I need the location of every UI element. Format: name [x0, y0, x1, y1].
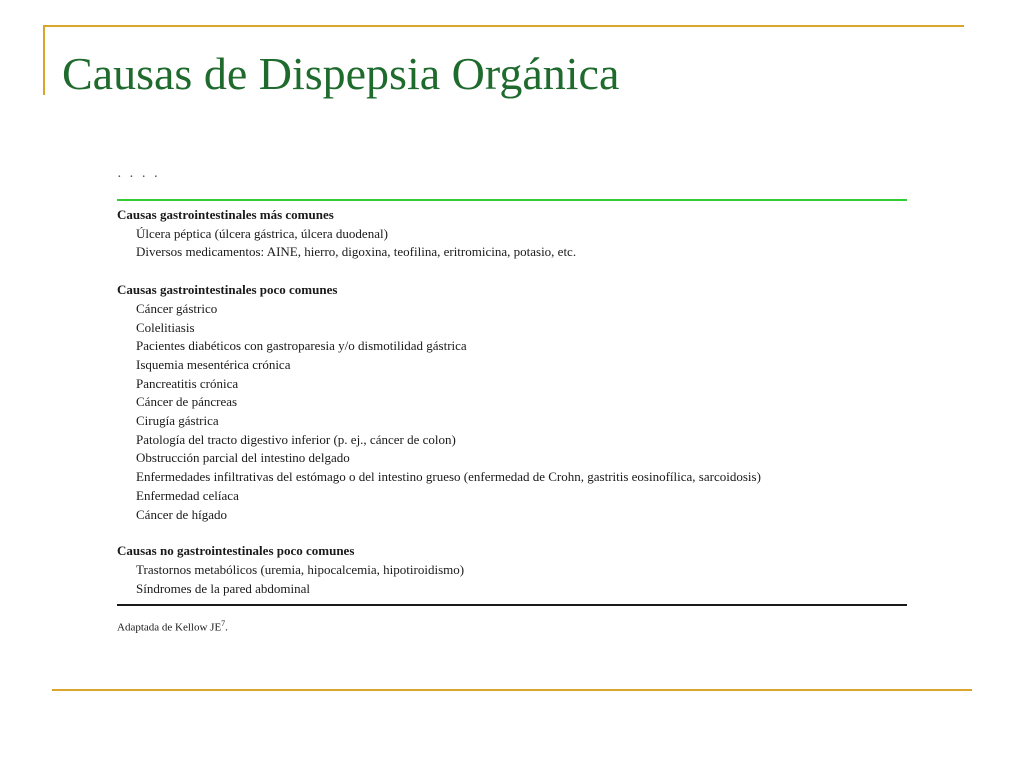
list-item: Trastornos metabólicos (uremia, hipocalcemia, hipotiroidismo)	[136, 561, 465, 577]
cause-list	[117, 225, 907, 262]
cause-list	[117, 561, 907, 598]
table-footnote	[117, 617, 907, 635]
cause-list	[117, 300, 907, 524]
table-bottom-rule	[117, 604, 907, 606]
section-uncommon-gi-causes	[117, 281, 907, 524]
list-item: Enfermedad celíaca	[136, 487, 239, 503]
cropped-heading-text: · · · ·	[117, 170, 161, 185]
list-item: Diversos medicamentos: AINE, hierro, digoxina, teofilina, eritromicina, potasio, etc.	[136, 244, 577, 260]
list-item: Úlcera péptica (úlcera gástrica, úlcera duodenal)	[136, 225, 388, 241]
frame-top-rule	[44, 25, 964, 27]
list-item: Pacientes diabéticos con gastroparesia y/o dismotilidad gástrica	[136, 338, 467, 354]
list-item: Cirugía gástrica	[136, 413, 219, 429]
list-item: Pancreatitis crónica	[136, 375, 239, 391]
section-title: Causas gastrointestinales más comunes	[117, 207, 334, 222]
list-item: Colelitiasis	[136, 319, 195, 335]
section-title: Causas gastrointestinales poco comunes	[117, 282, 338, 298]
list-item: Síndromes de la pared abdominal	[136, 580, 311, 596]
footnote-reference: 7	[221, 619, 226, 629]
frame-left-rule	[43, 25, 45, 95]
footnote-text: Adaptada de Kellow JE	[117, 622, 222, 635]
list-item: Obstrucción parcial del intestino delgado	[136, 450, 350, 466]
causes-table	[117, 170, 907, 635]
section-uncommon-non-gi-causes	[117, 542, 907, 598]
list-item: Cáncer de páncreas	[136, 394, 238, 410]
list-item: Isquemia mesentérica crónica	[136, 356, 291, 372]
table-top-rule	[117, 199, 907, 201]
list-item: Patología del tracto digestivo inferior (p. ej., cáncer de colon)	[136, 431, 456, 447]
section-title: Causas no gastrointestinales poco comunes	[117, 543, 355, 559]
cropped-table-heading	[117, 170, 907, 192]
slide-title: Causas de Dispepsia Orgánica	[62, 48, 620, 99]
list-item: Enfermedades infiltrativas del estómago o del intestino grueso (enfermedad de Crohn, gastritis eosinofílica, sarcoidosis)	[136, 469, 761, 485]
list-item: Cáncer de hígado	[136, 506, 227, 522]
section-common-gi-causes	[117, 206, 907, 262]
frame-bottom-rule	[52, 689, 972, 691]
list-item: Cáncer gástrico	[136, 300, 218, 316]
footnote-suffix: .	[225, 622, 228, 635]
